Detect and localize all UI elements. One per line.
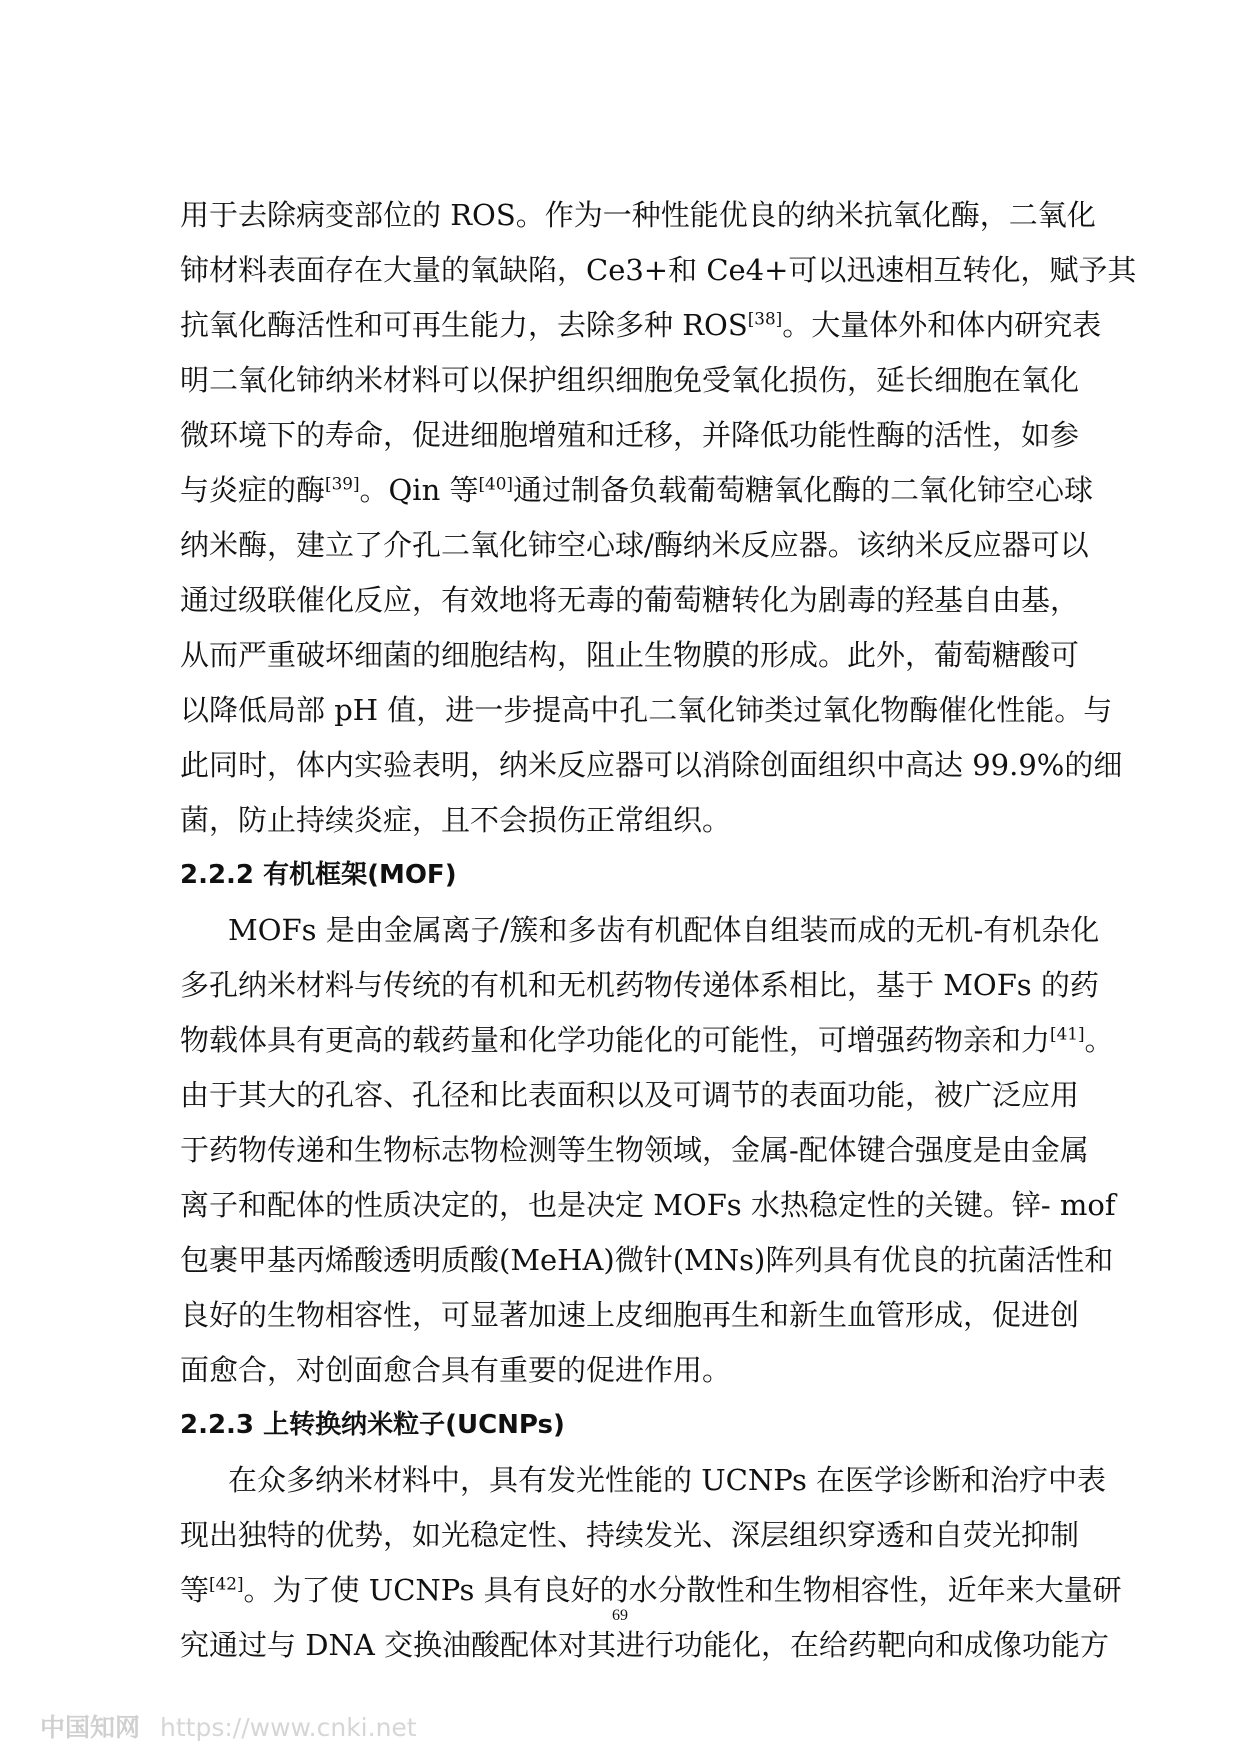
text-line: 等[42]。为了使 UCNPs 具有良好的水分散性和生物相容性，近年来大量研 [180, 1573, 1122, 1607]
text-line: 明二氧化铈纳米材料可以保护组织细胞免受氧化损伤，延长细胞在氧化 [180, 363, 1080, 397]
text-line: 由于其大的孔容、孔径和比表面积以及可调节的表面功能，被广泛应用 [180, 1078, 1080, 1112]
text-line: 究通过与 DNA 交换油酸配体对其进行功能化，在给药靶向和成像功能方 [180, 1628, 1110, 1662]
text-line: 良好的生物相容性，可显著加速上皮细胞再生和新生血管形成，促进创 [180, 1298, 1080, 1332]
text-line: 此同时，体内实验表明，纳米反应器可以消除创面组织中高达 99.9%的细 [180, 748, 1123, 782]
body-text [180, 188, 1137, 1673]
text-line: 包裹甲基丙烯酸透明质酸(MeHA)微针(MNs)阵列具有优良的抗菌活性和 [180, 1243, 1114, 1277]
text-line: 面愈合，对创面愈合具有重要的促进作用。 [180, 1353, 732, 1387]
text-line: 抗氧化酶活性和可再生能力，去除多种 ROS[38]。大量体外和体内研究表 [180, 308, 1102, 342]
text-line: 离子和配体的性质决定的，也是决定 MOFs 水热稳定性的关键。锌- mof [180, 1188, 1116, 1222]
citation: [38] [747, 308, 783, 329]
watermark-url: https://www.cnki.net [160, 1713, 417, 1742]
text-line: 以降低局部 pH 值，进一步提高中孔二氧化铈类过氧化物酶催化性能。与 [180, 693, 1113, 727]
section-heading-mof: 2.2.2 有机框架(MOF) [180, 860, 457, 890]
text-line: 与炎症的酶[39]。Qin 等[40]通过制备负载葡萄糖氧化酶的二氧化铈空心球 [180, 473, 1094, 507]
text-line: 现出独特的优势，如光稳定性、持续发光、深层组织穿透和自荧光抑制 [180, 1518, 1080, 1552]
section-heading-ucnps: 2.2.3 上转换纳米粒子(UCNPs) [180, 1410, 565, 1440]
text-line: MOFs 是由金属离子/簇和多齿有机配体自组装而成的无机-有机杂化 [228, 913, 1100, 947]
text-line: 菌，防止持续炎症，且不会损伤正常组织。 [180, 803, 732, 837]
text-line: 从而严重破坏细菌的细胞结构，阻止生物膜的形成。此外，葡萄糖酸可 [180, 638, 1080, 672]
text-line: 微环境下的寿命，促进细胞增殖和迁移，并降低功能性酶的活性，如参 [180, 418, 1080, 452]
text-line: 纳米酶，建立了介孔二氧化铈空心球/酶纳米反应器。该纳米反应器可以 [180, 528, 1089, 562]
page-number: 69 [612, 1607, 628, 1624]
citation: [40] [478, 473, 513, 494]
citation: [39] [325, 473, 360, 494]
text-line: 在众多纳米材料中，具有发光性能的 UCNPs 在医学诊断和治疗中表 [228, 1463, 1107, 1497]
citation: [42] [209, 1573, 244, 1594]
text-line: 于药物传递和生物标志物检测等生物领域，金属-配体键合强度是由金属 [180, 1133, 1089, 1167]
text-line: 用于去除病变部位的 ROS。作为一种性能优良的纳米抗氧化酶，二氧化 [180, 198, 1096, 232]
text-line: 物载体具有更高的载药量和化学功能化的可能性，可增强药物亲和力[41]。 [180, 1023, 1114, 1057]
text-line: 通过级联催化反应，有效地将无毒的葡萄糖转化为剧毒的羟基自由基， [180, 583, 1080, 617]
citation: [41] [1050, 1023, 1085, 1044]
watermark [40, 1708, 417, 1742]
cnki-logo: 中国知网 [40, 1713, 141, 1742]
text-line: 铈材料表面存在大量的氧缺陷，Ce3+和 Ce4+可以迅速相互转化，赋予其 [180, 253, 1137, 287]
text-line: 多孔纳米材料与传统的有机和无机药物传递体系相比，基于 MOFs 的药 [180, 968, 1099, 1002]
